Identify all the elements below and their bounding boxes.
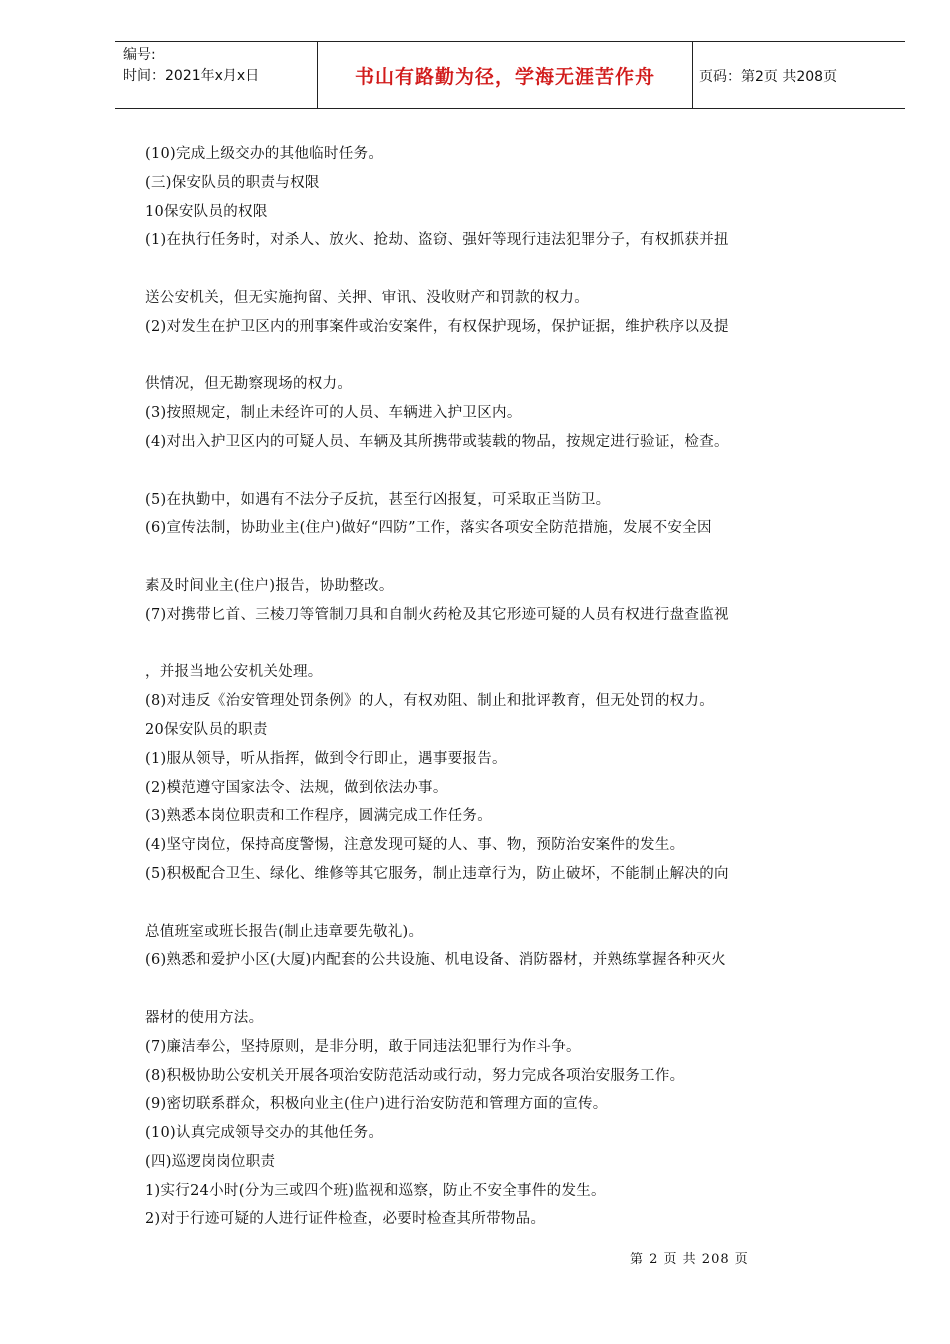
text-line: (4)坚守岗位，保持高度警惕，注意发现可疑的人、事、物，预防治安案件的发生。 — [145, 837, 685, 854]
text-line: (7)廉洁奉公，坚持原则，是非分明，敢于同违法犯罪行为作斗争。 — [145, 1038, 581, 1055]
text-line: 器材的使用方法。 — [145, 1009, 264, 1026]
text-line: 20保安队员的职责 — [145, 721, 268, 738]
text-line: 总值班室或班长报告(制止违章要先敬礼)。 — [145, 923, 424, 940]
text-line: (4)对出入护卫区内的可疑人员、车辆及其所携带或装载的物品，按规定进行验证，检查。 — [145, 433, 729, 450]
blank-line — [145, 543, 825, 572]
text-line: (四)巡逻岗岗位职责 — [145, 1153, 276, 1170]
text-line: 2)对于行迹可疑的人进行证件检查，必要时检查其所带物品。 — [145, 1211, 546, 1228]
text-line: (3)熟悉本岗位职责和工作程序，圆满完成工作任务。 — [145, 808, 493, 825]
text-line: ，并报当地公安机关处理。 — [145, 664, 323, 681]
text-line: 1)实行24小时(分为三或四个班)监视和巡察，防止不安全事件的发生。 — [145, 1182, 606, 1199]
text-line: (9)密切联系群众，积极向业主(住户)进行治安防范和管理方面的宣传。 — [145, 1096, 608, 1113]
page-header — [115, 41, 905, 109]
text-line: 供情况，但无勘察现场的权力。 — [145, 376, 353, 393]
header-page-cell — [691, 42, 905, 108]
blank-line — [145, 255, 825, 284]
text-line: (1)服从领导，听从指挥，做到令行即止，遇事要报告。 — [145, 750, 507, 767]
text-line: (2)模范遵守国家法令、法规，做到依法办事。 — [145, 779, 448, 796]
text-line: (5)积极配合卫生、绿化、维修等其它服务，制止违章行为，防止破坏，不能制止解决的向 — [145, 865, 729, 882]
serial-label: 编号: — [123, 47, 156, 63]
time-label: 时间：2021年x月x日 — [123, 68, 260, 84]
text-line: 10保安队员的权限 — [145, 203, 268, 220]
document-body — [145, 140, 825, 1234]
text-line: 送公安机关，但无实施拘留、关押、审讯、没收财产和罚款的权力。 — [145, 289, 589, 306]
header-motto-cell — [317, 42, 693, 108]
text-line: (6)熟悉和爱护小区(大厦)内配套的公共设施、机电设备、消防器材，并熟练掌握各种灭火 — [145, 952, 726, 969]
blank-line — [145, 975, 825, 1004]
blank-line — [145, 889, 825, 918]
page-label: 页码：第2页 共208页 — [699, 69, 838, 85]
blank-line — [145, 630, 825, 659]
text-line: (8)积极协助公安机关开展各项治安防范活动或行动，努力完成各项治安服务工作。 — [145, 1067, 685, 1084]
text-line: (3)按照规定，制止未经许可的人员、车辆进入护卫区内。 — [145, 405, 522, 422]
text-line: (三)保安队员的职责与权限 — [145, 174, 320, 191]
text-line: 素及时间业主(住户)报告，协助整改。 — [145, 577, 394, 594]
text-line: (10)认真完成领导交办的其他任务。 — [145, 1125, 384, 1142]
text-line: (5)在执勤中，如遇有不法分子反抗，甚至行凶报复，可采取正当防卫。 — [145, 491, 611, 508]
blank-line — [145, 457, 825, 486]
blank-line — [145, 342, 825, 371]
motto: 书山有路勤为径，学海无涯苦作舟 — [354, 66, 655, 88]
text-line: (1)在执行任务时，对杀人、放火、抢劫、盗窃、强奸等现行违法犯罪分子，有权抓获并扭 — [145, 232, 729, 249]
page-footer: 第 2 页 共 208 页 — [630, 1252, 749, 1267]
text-line: (2)对发生在护卫区内的刑事案件或治安案件，有权保护现场，保护证据，维护秩序以及提 — [145, 318, 729, 335]
text-line: (8)对违反《治安管理处罚条例》的人，有权劝阻、制止和批评教育，但无处罚的权力。 — [145, 693, 715, 710]
text-line: (7)对携带匕首、三棱刀等管制刀具和自制火药枪及其它形迹可疑的人员有权进行盘查监视 — [145, 606, 729, 623]
header-meta-cell — [115, 42, 317, 108]
text-line: (6)宣传法制，协助业主(住户)做好“四防”工作，落实各项安全防范措施，发展不安全因 — [145, 520, 712, 537]
text-line: (10)完成上级交办的其他临时任务。 — [145, 146, 384, 162]
